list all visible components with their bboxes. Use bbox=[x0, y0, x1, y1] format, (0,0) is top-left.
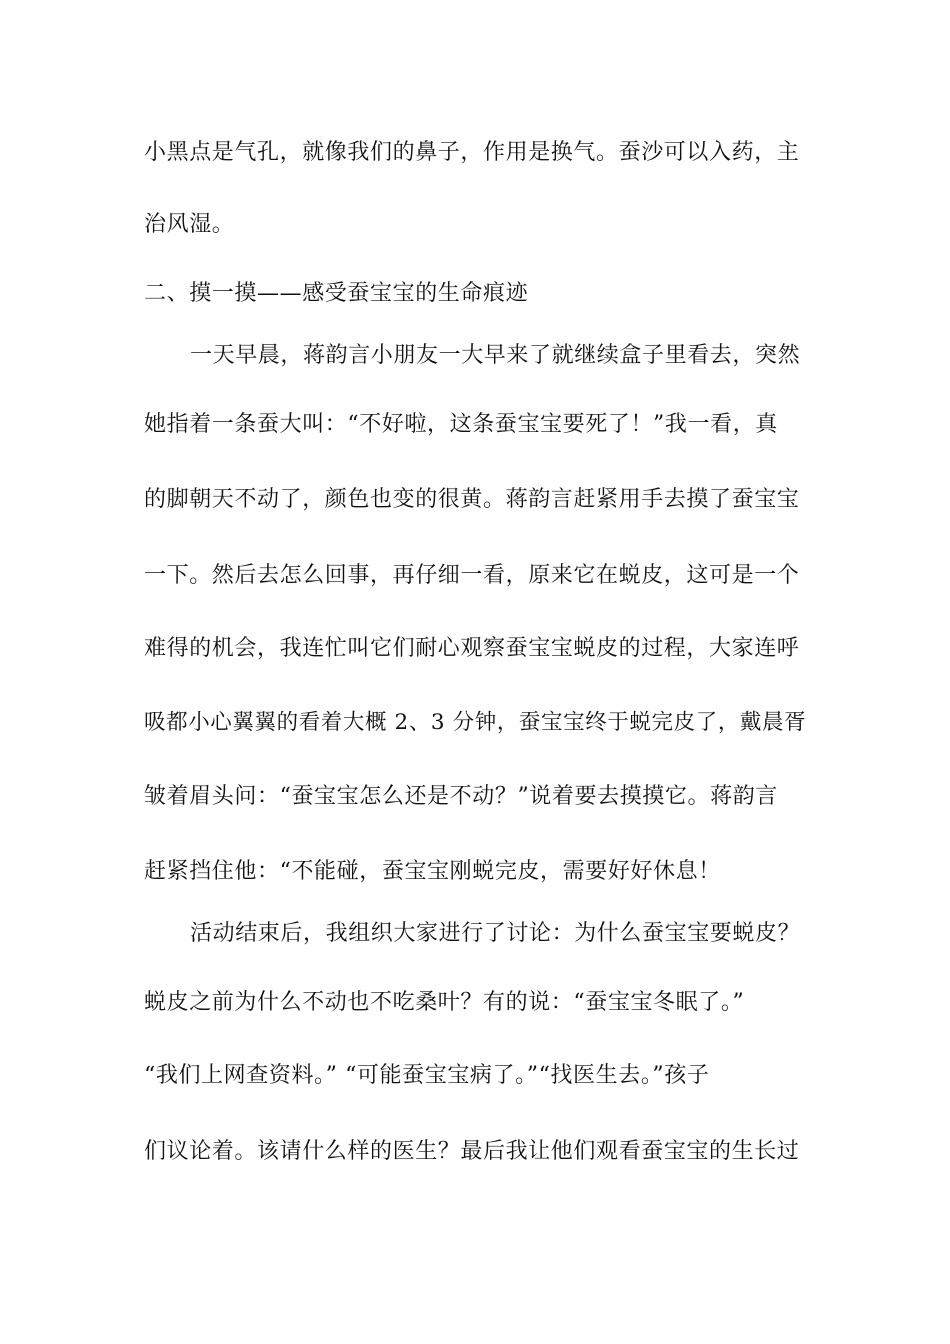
body-text-line: 们议论着。该请什么样的医生？最后我让他们观看蚕宝宝的生长过 bbox=[144, 1139, 800, 1164]
paragraph-first-line: 一天早晨，蒋韵言小朋友一大早来了就继续盒子里看去，突然 bbox=[190, 343, 801, 368]
body-text-line: 小黑点是气孔，就像我们的鼻子，作用是换气。蚕沙可以入药，主 bbox=[144, 140, 800, 165]
body-text-line: 一下。然后去怎么回事，再仔细一看，原来它在蜕皮，这可是一个 bbox=[144, 563, 800, 588]
body-text-line: “我们上网查资料。” “可能蚕宝宝病了。”“找医生去。”孩子 bbox=[144, 1063, 710, 1088]
body-text-line: 难得的机会，我连忙叫它们耐心观察蚕宝宝蜕皮的过程，大家连呼 bbox=[144, 636, 800, 661]
section-heading: 二、摸一摸——感受蚕宝宝的生命痕迹 bbox=[144, 281, 529, 306]
body-text-line: 蜕皮之前为什么不动也不吃桑叶？有的说：“蚕宝宝冬眠了。” bbox=[144, 990, 745, 1015]
body-text-line: 的脚朝天不动了，颜色也变的很黄。蒋韵言赶紧用手去摸了蚕宝宝 bbox=[144, 487, 800, 512]
paragraph-first-line: 活动结束后，我组织大家进行了讨论：为什么蚕宝宝要蜕皮？ bbox=[190, 921, 801, 946]
body-text-line: 治风湿。 bbox=[144, 212, 235, 237]
body-text-line: 吸都小心翼翼的看着大概 2、3 分钟，蚕宝宝终于蜕完皮了，戴晨胥 bbox=[144, 710, 807, 735]
body-text-line: 她指着一条蚕大叫：“不好啦，这条蚕宝宝要死了！”我一看，真 bbox=[144, 412, 778, 437]
body-text-line: 赶紧挡住他：“不能碰，蚕宝宝刚蜕完皮，需要好好休息！ bbox=[144, 859, 721, 884]
body-text-line: 皱着眉头问：“蚕宝宝怎么还是不动？”说着要去摸摸它。蒋韵言 bbox=[144, 784, 778, 809]
